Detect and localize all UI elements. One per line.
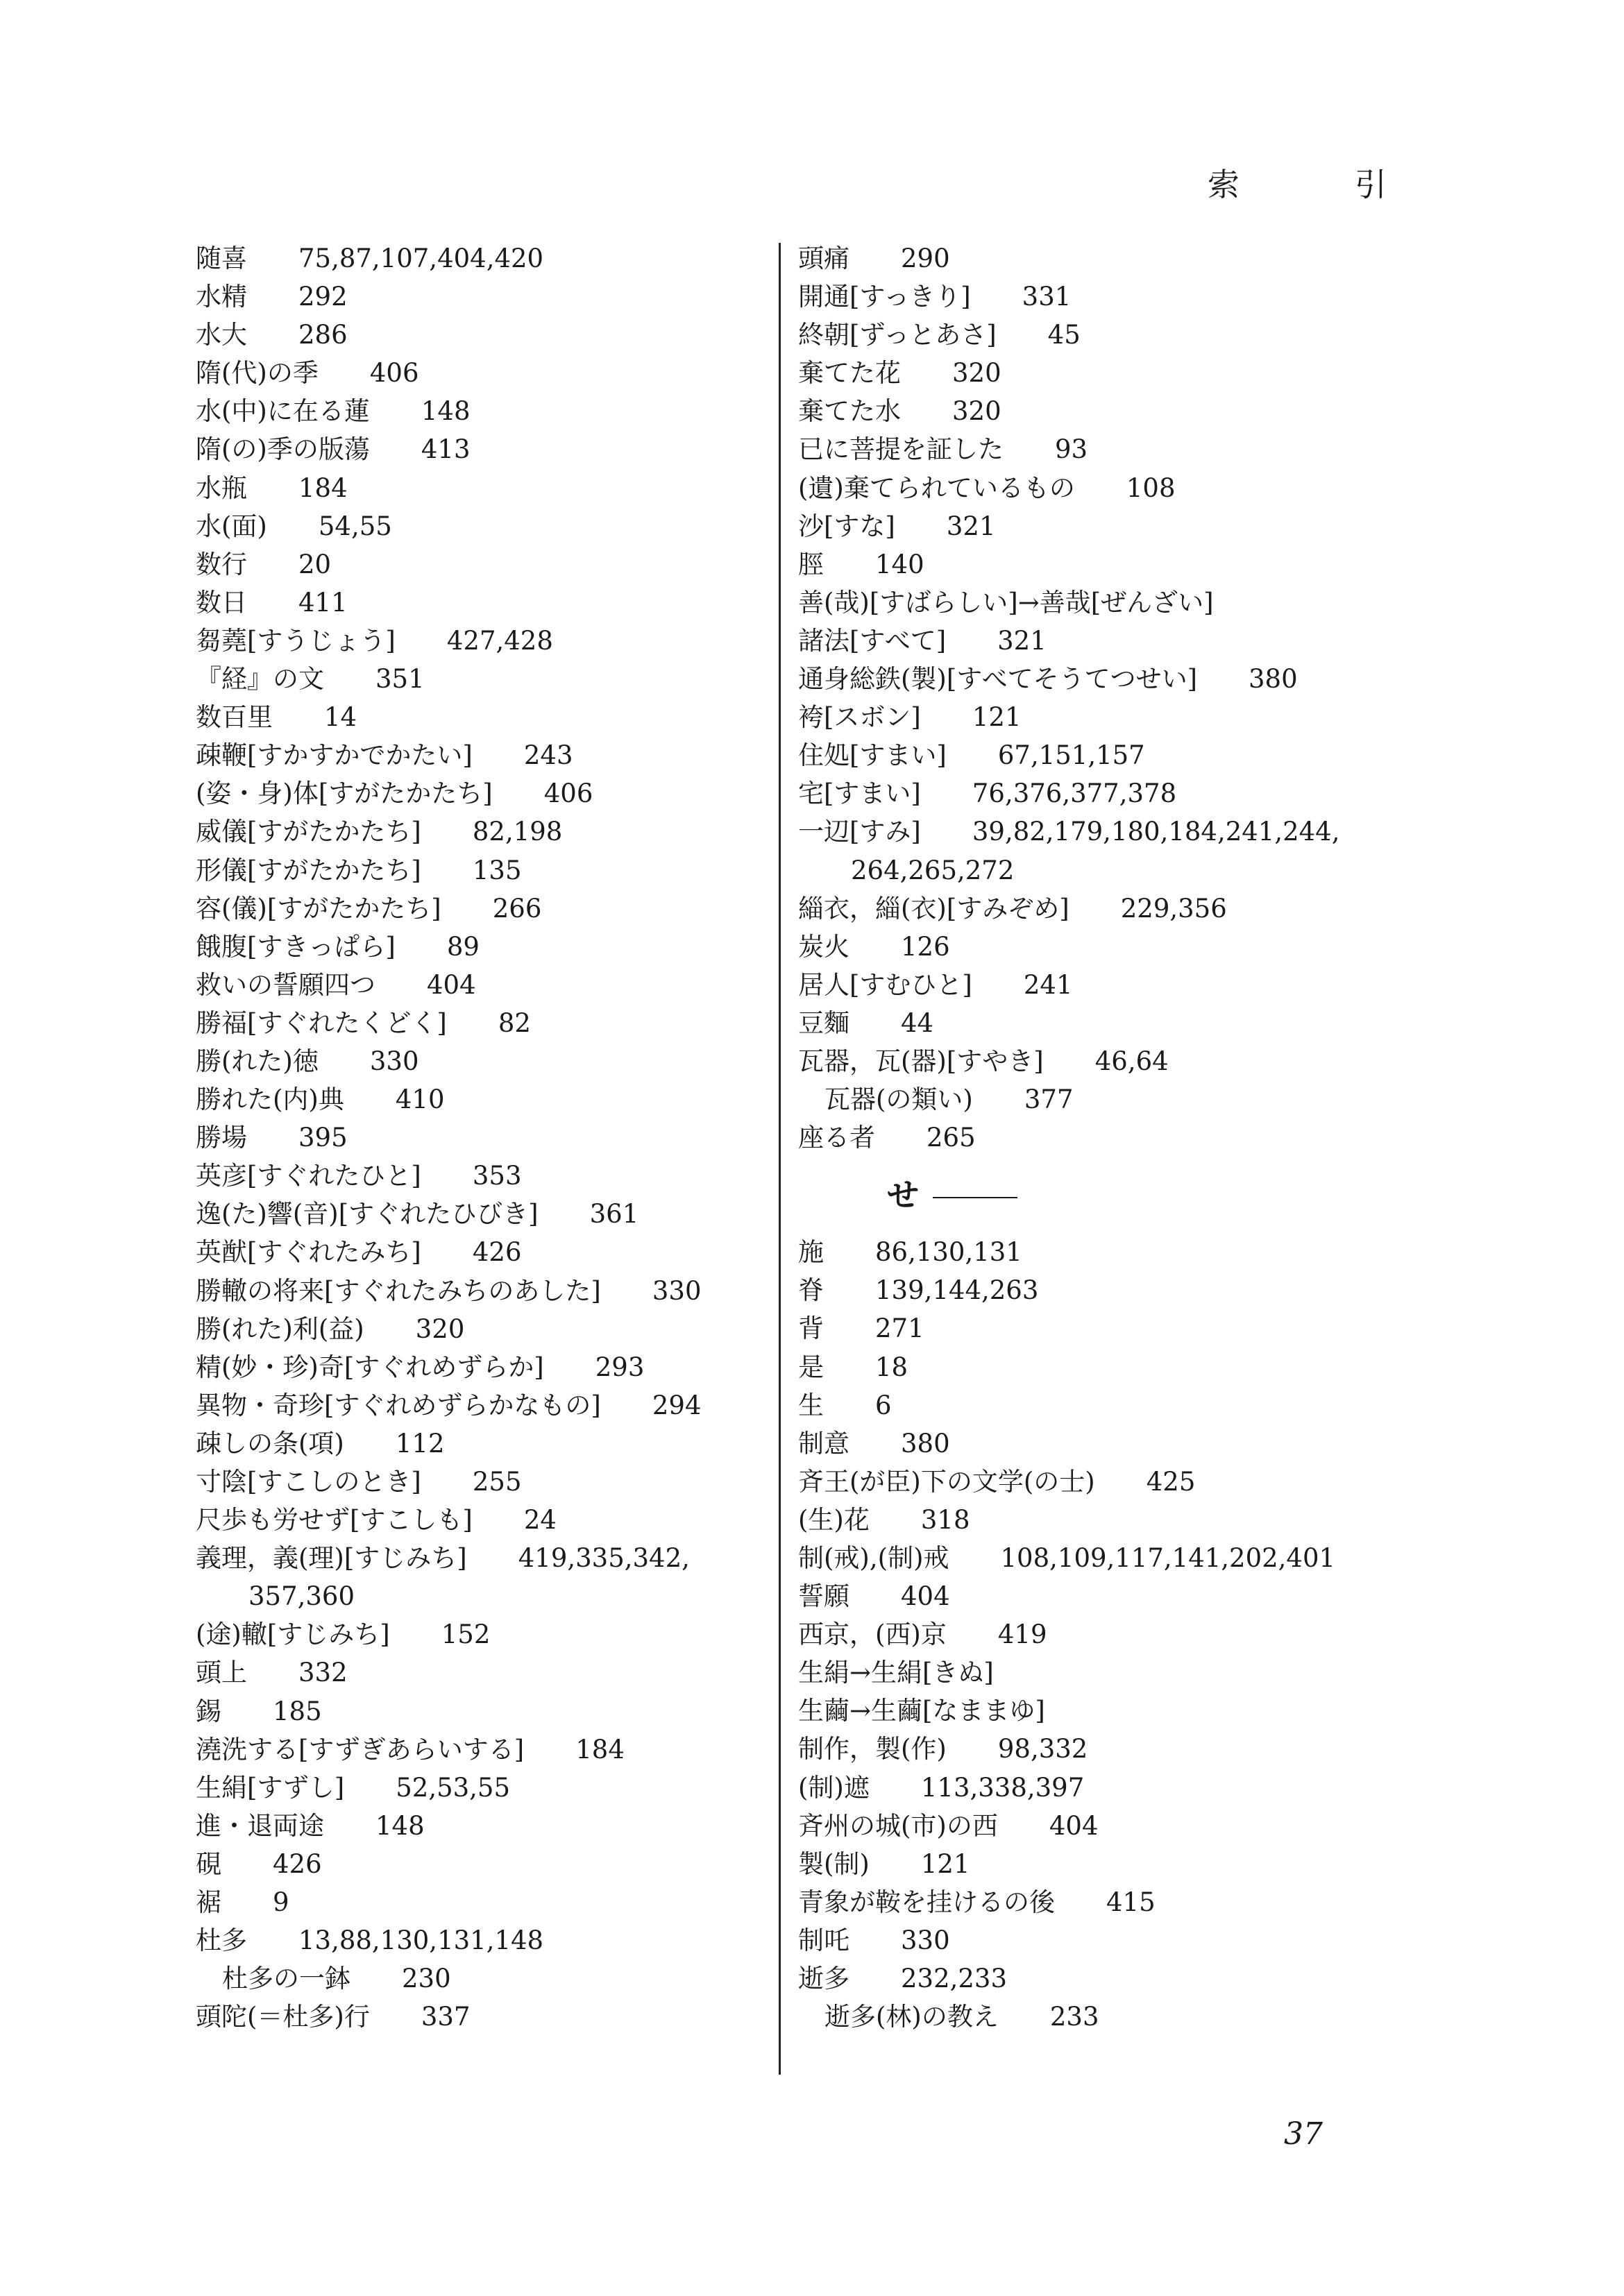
- index-entry: [196, 545, 890, 584]
- entry-term: 施: [798, 1237, 824, 1268]
- entry-pages: 82,198: [472, 817, 563, 847]
- entry-term: 瓦器(の類い): [824, 1085, 973, 1115]
- index-entry: [196, 354, 890, 392]
- entry-term: 『経』の文: [196, 664, 324, 695]
- index-entry: [196, 1233, 890, 1271]
- entry-pages: 76,376,377,378: [972, 779, 1177, 809]
- entry-pages: 320: [952, 358, 1001, 389]
- entry-pages: 230: [402, 1964, 451, 1994]
- index-entry: [196, 736, 890, 774]
- column-divider: [779, 243, 781, 2075]
- entry-pages: 380: [1249, 664, 1298, 695]
- index-entry: [798, 1921, 1492, 1959]
- entry-pages: 45: [1047, 320, 1081, 350]
- entry-term: 棄てた水: [798, 396, 901, 427]
- index-entry: [798, 890, 1492, 928]
- index-entry: [196, 1692, 890, 1730]
- index-entry: [798, 1309, 1492, 1347]
- entry-pages: 89: [446, 931, 480, 962]
- entry-term: (姿・身)体[すがたかたち]: [196, 779, 493, 809]
- entry-pages: 286: [298, 320, 348, 350]
- entry-term: 進・退両途: [196, 1810, 324, 1841]
- entry-term: 制作，製(作): [798, 1734, 947, 1764]
- entry-term: 英彦[すぐれたひと]: [196, 1161, 421, 1191]
- index-entry: [798, 1042, 1492, 1080]
- entry-term: 隋(代)の季: [196, 358, 319, 389]
- entry-term: 形儀[すがたかたち]: [196, 855, 421, 885]
- index-entry: [196, 1501, 890, 1539]
- index-entry: [798, 1807, 1492, 1845]
- index-entry: [798, 1653, 1492, 1692]
- entry-pages: 67,151,157: [997, 740, 1145, 771]
- index-entry: [798, 813, 1492, 851]
- entry-term: 数百里: [196, 702, 273, 733]
- index-entry: [798, 239, 1492, 278]
- entry-term: 終朝[ずっとあさ]: [798, 320, 997, 350]
- entry-pages: 20: [298, 549, 332, 579]
- entry-term: 青象が鞍を挂けるの後: [798, 1887, 1055, 1917]
- index-entry: [196, 1004, 890, 1042]
- entry-pages: 140: [875, 549, 924, 579]
- index-entry: [196, 1615, 890, 1653]
- entry-pages: 54,55: [318, 511, 392, 541]
- index-entry: [798, 278, 1492, 316]
- entry-term: 逝多: [798, 1964, 849, 1994]
- entry-term: 威儀[すがたかたち]: [196, 817, 421, 847]
- entry-term: 制(戒),(制)戒: [798, 1543, 949, 1573]
- entry-pages: 184: [575, 1734, 625, 1764]
- entry-term: 豆麵: [798, 1007, 849, 1038]
- entry-term: 救いの誓願四つ: [196, 969, 375, 1000]
- entry-pages: 411: [298, 587, 348, 618]
- entry-term: 制吒: [798, 1925, 849, 1955]
- index-entry: [798, 660, 1492, 698]
- index-entry: [196, 622, 890, 660]
- entry-term: 已に菩提を証した: [798, 434, 1004, 465]
- index-entry: [196, 890, 890, 928]
- entry-term: 頭痛: [798, 244, 849, 273]
- entry-term: 勝(れた)徳: [196, 1046, 319, 1076]
- entry-term: 生繭→生繭[なままゆ]: [798, 1696, 1045, 1726]
- entry-pages: 377: [1024, 1085, 1074, 1115]
- index-entry: [196, 851, 890, 890]
- entry-pages: 292: [298, 282, 348, 312]
- entry-pages: 293: [595, 1352, 645, 1382]
- index-entry: [196, 469, 890, 507]
- index-column-left: [196, 239, 890, 2036]
- entry-term: 水大: [196, 320, 247, 350]
- index-entry: [196, 1042, 890, 1080]
- page-number: 37: [1284, 2116, 1323, 2152]
- entry-pages: 332: [298, 1658, 348, 1688]
- entry-pages: 426: [472, 1237, 522, 1268]
- entry-term: 生絹[すずし]: [196, 1772, 345, 1803]
- entry-pages: 337: [421, 2002, 471, 2032]
- index-entry: [798, 392, 1492, 430]
- entry-pages: 6: [875, 1390, 892, 1420]
- index-entry: [196, 1883, 890, 1921]
- index-entry: [196, 278, 890, 316]
- index-entry: [196, 1080, 890, 1119]
- entry-term: 生: [798, 1390, 824, 1420]
- entry-pages: 98,332: [997, 1734, 1088, 1764]
- entry-term: 逝多(林)の教え: [824, 2002, 999, 2032]
- entry-term: 裾: [196, 1887, 221, 1918]
- index-entry: [798, 584, 1492, 622]
- index-entry: [798, 1845, 1492, 1883]
- entry-term: 水(面): [196, 511, 267, 541]
- index-entry: [798, 1692, 1492, 1730]
- entry-pages: 46,64: [1094, 1046, 1169, 1076]
- entry-term: 住処[すまい]: [798, 740, 947, 771]
- index-entry: [798, 316, 1492, 354]
- entry-pages: 265: [927, 1123, 976, 1153]
- entry-term: 隋(の)季の版蕩: [196, 434, 370, 465]
- entry-term: 随喜: [196, 244, 247, 273]
- entry-term: 緇衣，緇(衣)[すみぞめ]: [798, 893, 1069, 924]
- index-entry: [798, 1233, 1492, 1271]
- index-entry: [196, 1463, 890, 1501]
- entry-pages: 184: [298, 473, 348, 503]
- entry-pages: 404: [901, 1581, 950, 1612]
- entry-pages: 290: [901, 244, 950, 273]
- entry-pages: 39,82,179,180,184,241,244,: [972, 817, 1340, 847]
- entry-term: 誓願: [798, 1581, 849, 1612]
- section-heading: [798, 1157, 1492, 1233]
- index-entry: [196, 698, 890, 736]
- entry-term: 容(儀)[すがたかたち]: [196, 893, 441, 924]
- entry-pages: 121: [920, 1848, 970, 1879]
- entry-pages: 415: [1106, 1887, 1156, 1917]
- entry-pages: 271: [875, 1313, 924, 1344]
- entry-term: (生)花: [798, 1504, 870, 1535]
- index-entry: [798, 1004, 1492, 1042]
- entry-term: 宅[すまい]: [798, 779, 921, 809]
- entry-term: 水(中)に在る蓮: [196, 396, 370, 427]
- entry-term: 袴[スボン]: [798, 702, 921, 733]
- entry-term: 澆洗する[すずぎあらいする]: [196, 1734, 525, 1764]
- entry-pages: 318: [920, 1504, 970, 1535]
- entry-term: 勝場: [196, 1123, 247, 1153]
- entry-pages: 121: [972, 702, 1022, 733]
- entry-pages: 86,130,131: [875, 1237, 1022, 1268]
- entry-term: 制意: [798, 1428, 849, 1459]
- index-entry: [798, 1463, 1492, 1501]
- index-entry: [196, 966, 890, 1004]
- index-entry: [798, 1577, 1492, 1615]
- index-entry: [196, 1348, 890, 1386]
- entry-pages: 44: [901, 1007, 934, 1038]
- entry-pages: 232,233: [901, 1964, 1008, 1994]
- index-entry: [196, 1769, 890, 1807]
- entry-pages: 52,53,55: [396, 1772, 511, 1803]
- entry-term: 勝(れた)利(益): [196, 1313, 364, 1344]
- entry-pages: 294: [652, 1390, 702, 1420]
- index-entry: [798, 1501, 1492, 1539]
- entry-term: 頭陀(＝杜多)行: [196, 2002, 370, 2032]
- index-entry: [798, 1080, 1492, 1119]
- index-entry: [798, 1119, 1492, 1157]
- index-entry: [196, 1807, 890, 1845]
- index-entry: [798, 1348, 1492, 1386]
- entry-term: 杜多: [196, 1925, 247, 1956]
- index-entry: [196, 507, 890, 545]
- entry-term: (途)轍[すじみち]: [196, 1619, 390, 1650]
- entry-term: 寸陰[すこしのとき]: [196, 1467, 421, 1497]
- index-entry: [196, 392, 890, 430]
- entry-pages: 330: [901, 1925, 950, 1955]
- entry-pages: 255: [472, 1467, 522, 1497]
- entry-pages: 148: [375, 1810, 425, 1841]
- entry-pages: 353: [472, 1161, 522, 1191]
- entry-term: 水精: [196, 282, 247, 312]
- entry-term: 頭上: [196, 1658, 247, 1688]
- index-entry: [798, 966, 1492, 1004]
- entry-pages: 135: [472, 855, 522, 885]
- entry-pages: 395: [298, 1123, 348, 1153]
- index-entry: [196, 430, 890, 468]
- entry-pages: 148: [421, 396, 471, 427]
- entry-pages: 233: [1049, 2002, 1099, 2032]
- index-entry: [196, 1653, 890, 1692]
- entry-term: 斉州の城(市)の西: [798, 1810, 998, 1841]
- index-entry: [798, 1959, 1492, 1998]
- entry-pages: 108,109,117,141,202,401: [1000, 1543, 1336, 1573]
- page-header: 索 引: [1208, 166, 1428, 203]
- entry-term: 脊: [798, 1275, 824, 1306]
- entry-term: 水瓶: [196, 473, 247, 503]
- entry-pages: 82: [498, 1007, 531, 1038]
- entry-pages: 321: [997, 625, 1047, 656]
- index-entry: [196, 660, 890, 698]
- index-entry: [798, 698, 1492, 736]
- index-entry: [196, 1272, 890, 1310]
- index-entry: [196, 1959, 890, 1998]
- entry-term: 勝福[すぐれたくどく]: [196, 1007, 447, 1038]
- index-entry: [196, 316, 890, 354]
- index-entry: [798, 928, 1492, 966]
- index-entry: [196, 1119, 890, 1157]
- entry-pages: 320: [952, 396, 1001, 427]
- entry-pages: 404: [427, 969, 476, 1000]
- entry-term: 炭火: [798, 931, 849, 962]
- entry-pages: 320: [415, 1313, 465, 1344]
- entry-term: 硯: [196, 1848, 221, 1879]
- entry-term: 斉王(が臣)下の文学(の士): [798, 1466, 1095, 1497]
- entry-pages: 351: [375, 664, 425, 695]
- entry-pages: 113,338,397: [920, 1772, 1085, 1803]
- entry-term: 通身総鉄(製)[すべてそうてつせい]: [798, 664, 1197, 695]
- entry-pages: 413: [421, 434, 471, 465]
- entry-pages: 152: [441, 1619, 491, 1650]
- index-entry: [196, 239, 890, 278]
- index-entry: [798, 1425, 1492, 1463]
- index-entry: [798, 1386, 1492, 1425]
- entry-pages: 264,265,272: [851, 855, 1015, 885]
- entry-term: 錫: [196, 1696, 221, 1726]
- section-label: せ: [887, 1176, 919, 1214]
- index-entry: [196, 1921, 890, 1959]
- section-rule: [933, 1197, 1017, 1198]
- entry-term: 尺歩も労せず[すこしも]: [196, 1505, 473, 1536]
- index-entry: [798, 622, 1492, 660]
- entry-term: 開通[すっきり]: [798, 282, 971, 312]
- entry-pages: 14: [324, 702, 357, 733]
- entry-pages: 126: [901, 931, 950, 962]
- entry-term: 異物・奇珍[すぐれめずらかなもの]: [196, 1390, 601, 1420]
- entry-term: 餓腹[すきっぱら]: [196, 931, 396, 962]
- index-entry: [196, 813, 890, 851]
- entry-term: 棄てた花: [798, 358, 901, 389]
- entry-term: 勝轍の将来[すぐれたみちのあした]: [196, 1275, 601, 1306]
- entry-term: 疎しの条(項): [196, 1428, 344, 1459]
- index-entry: [196, 1386, 890, 1425]
- entry-pages: 13,88,130,131,148: [298, 1925, 544, 1956]
- entry-term: 数日: [196, 587, 247, 618]
- index-entry: [798, 1539, 1492, 1577]
- entry-pages: 361: [589, 1199, 639, 1230]
- entry-term: 精(妙・珍)奇[すぐれめずらか]: [196, 1352, 544, 1382]
- index-entry: [798, 1883, 1492, 1921]
- entry-pages: 112: [395, 1428, 445, 1459]
- index-entry: [196, 1310, 890, 1348]
- index-entry: [798, 1271, 1492, 1309]
- index-entry: [196, 928, 890, 966]
- index-entry: [798, 430, 1492, 468]
- entry-pages: 93: [1055, 434, 1088, 465]
- entry-pages: 330: [369, 1046, 419, 1076]
- entry-pages: 406: [543, 779, 593, 809]
- entry-pages: 243: [523, 740, 573, 771]
- entry-pages: 321: [946, 511, 996, 541]
- index-entry: [798, 774, 1492, 813]
- entry-pages: 380: [901, 1428, 950, 1459]
- entry-term: 一辺[すみ]: [798, 817, 921, 847]
- entry-term: 勝れた(内)典: [196, 1085, 344, 1115]
- index-entry: [798, 1730, 1492, 1768]
- index-entry: [196, 1730, 890, 1769]
- index-entry: [798, 1998, 1492, 2036]
- entry-pages: 139,144,263: [875, 1275, 1039, 1306]
- index-entry: [196, 1425, 890, 1463]
- entry-pages: 357,360: [248, 1581, 355, 1612]
- entry-term: 疎鞭[すかすかでかたい]: [196, 740, 473, 771]
- entry-pages: 427,428: [446, 625, 553, 656]
- entry-term: 西京，(西)京: [798, 1619, 947, 1650]
- entry-term: 瓦器，瓦(器)[すやき]: [798, 1046, 1044, 1076]
- entry-term: 善(哉)[すばらしい]→善哉[ぜんざい]: [798, 587, 1214, 618]
- index-entry: [798, 736, 1492, 774]
- index-column-right: [798, 239, 1492, 2036]
- entry-pages: 331: [1022, 282, 1072, 312]
- entry-term: 座る者: [798, 1123, 875, 1153]
- entry-term: 背: [798, 1313, 824, 1344]
- entry-pages: 108: [1126, 473, 1176, 503]
- index-entry: [196, 1845, 890, 1883]
- index-entry: [196, 584, 890, 622]
- entry-term: 脛: [798, 549, 824, 579]
- index-entry-continuation: [798, 851, 1492, 890]
- entry-term: 製(制): [798, 1848, 870, 1879]
- entry-pages: 241: [1023, 969, 1073, 1000]
- index-entry-continuation: [196, 1577, 890, 1615]
- entry-term: 数行: [196, 549, 247, 579]
- index-entry: [798, 1615, 1492, 1653]
- index-entry: [196, 774, 890, 813]
- entry-term: 沙[すな]: [798, 511, 895, 541]
- entry-term: 芻蕘[すうじょう]: [196, 625, 396, 656]
- entry-pages: 229,356: [1120, 893, 1227, 924]
- entry-term: 居人[すむひと]: [798, 969, 972, 1000]
- index-entry: [196, 1157, 890, 1195]
- entry-pages: 9: [273, 1887, 289, 1918]
- entry-pages: 24: [523, 1505, 557, 1536]
- entry-term: (遺)棄てられているもの: [798, 473, 1075, 503]
- index-entry: [196, 1195, 890, 1233]
- entry-term: 英猷[すぐれたみち]: [196, 1237, 421, 1268]
- entry-term: 逸(た)響(音)[すぐれたひびき]: [196, 1199, 539, 1230]
- entry-pages: 18: [875, 1352, 908, 1382]
- index-entry: [798, 545, 1492, 584]
- entry-pages: 406: [369, 358, 419, 389]
- index-entry: [196, 1998, 890, 2036]
- entry-pages: 419,335,342,: [518, 1543, 690, 1574]
- entry-pages: 419: [997, 1619, 1047, 1650]
- entry-pages: 404: [1049, 1810, 1099, 1841]
- entry-pages: 426: [273, 1848, 322, 1879]
- entry-pages: 266: [492, 893, 542, 924]
- index-entry: [196, 1539, 890, 1577]
- entry-pages: 330: [652, 1275, 702, 1306]
- entry-term: (制)遮: [798, 1772, 870, 1803]
- index-entry: [798, 354, 1492, 392]
- index-entry: [798, 469, 1492, 507]
- entry-term: 杜多の一鉢: [222, 1964, 350, 1994]
- entry-term: 義理，義(理)[すじみち]: [196, 1543, 467, 1574]
- entry-pages: 410: [395, 1085, 445, 1115]
- entry-pages: 425: [1146, 1466, 1196, 1497]
- index-entry: [798, 507, 1492, 545]
- entry-term: 生絹→生絹[きぬ]: [798, 1658, 994, 1688]
- entry-pages: 75,87,107,404,420: [298, 244, 544, 273]
- index-entry: [798, 1769, 1492, 1807]
- entry-term: 諸法[すべて]: [798, 625, 947, 656]
- entry-pages: 185: [273, 1696, 322, 1726]
- entry-term: 是: [798, 1352, 824, 1382]
